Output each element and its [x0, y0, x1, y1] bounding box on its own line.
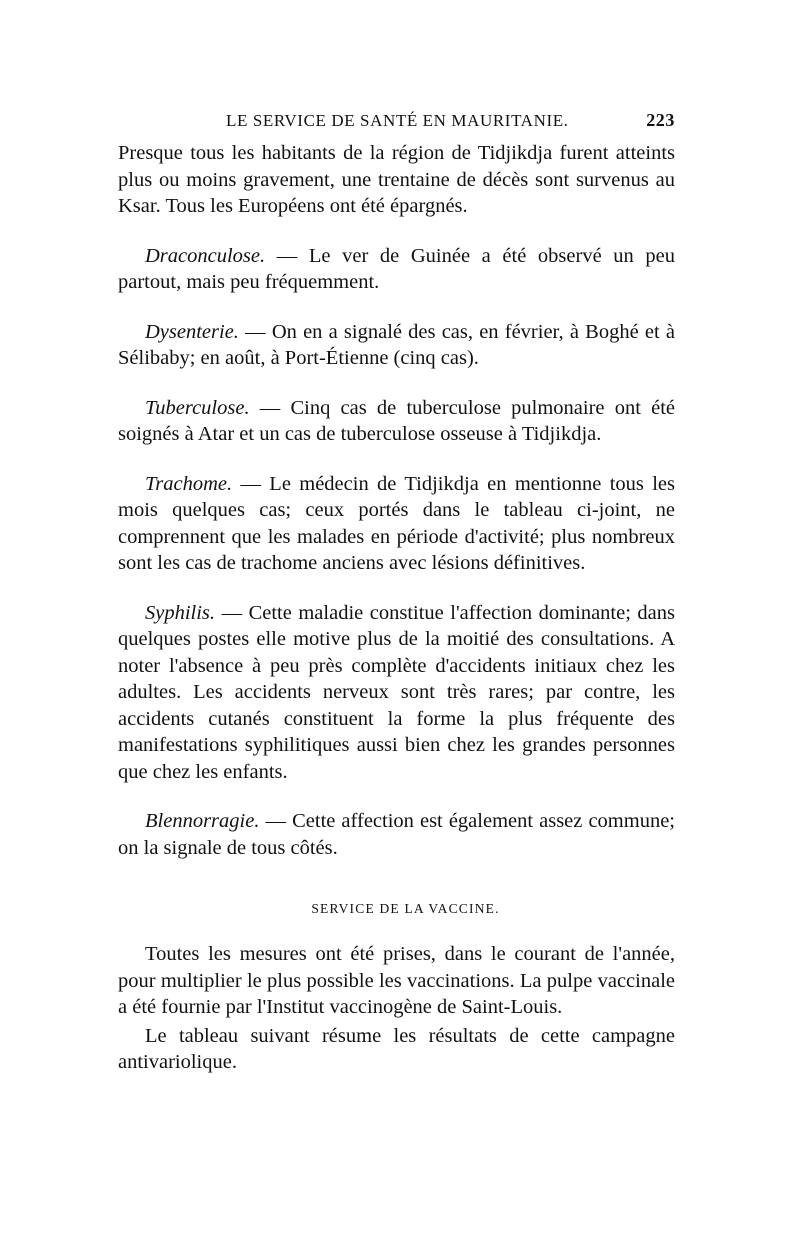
entry-term: Draconculose. — [145, 244, 266, 267]
entry-draconculose — [118, 243, 675, 296]
entry-text: — Cette affection est également assez commune; on la signale de tous côtés. — [118, 810, 675, 859]
entry-term: Blennorragie. — [145, 810, 260, 832]
entry-term: Tuberculose. — [145, 396, 250, 419]
book-page — [118, 110, 675, 1076]
entry-text: — Cette maladie constitue l'affection dominante; dans quelques postes elle motive plus de la moitié des consultations. A noter l'absence à peu près complète d'accidents initiaux chez les adultes. Les accidents nerveux sont très rares; par contre, les accidents cutanés constituent la forme la plus fréquente des manifestations syphilitiques aussi bien chez les grandes personnes que chez les enfants. — [118, 601, 675, 783]
paragraph-tidjikdja: Presque tous les habitants de la région de Tidjikdja furent atteints plus ou moins gravement, une trentaine de décès sont survenus au Ksar. Tous les Européens ont été épargnés. — [118, 142, 675, 217]
entry-dysenterie — [118, 319, 675, 372]
entry-trachome — [118, 471, 675, 577]
section-heading: SERVICE DE LA VACCINE. — [311, 901, 500, 916]
paragraph-vaccine-measures: Toutes les mesures ont été prises, dans le courant de l'année, pour multiplier le plus possible les vaccinations. La pulpe vaccinale a été fournie par l'Institut vaccinogène de Saint-Louis. — [118, 943, 675, 1018]
entry-term: Syphilis. — [145, 601, 216, 624]
entry-tuberculose — [118, 395, 675, 448]
running-head-title: LE SERVICE DE SANTÉ EN MAURITANIE. — [226, 111, 569, 130]
entry-term: Trachome. — [145, 472, 233, 495]
entry-blennorragie — [118, 808, 675, 861]
entry-text: — Le médecin de Tidjikdja en mentionne tous les mois quelques cas; ceux portés dans le tableau ci-joint, ne comprennent que les malades en période d'activité; plus nombreux sont les cas de trachome anciens avec lésions définitives. — [118, 472, 675, 574]
page-number: 223 — [646, 110, 675, 130]
running-head — [226, 110, 675, 140]
entry-text: — Le ver de Guinée a été observé un peu partout, mais peu fréquemment. — [118, 244, 675, 293]
entry-text: — On en a signalé des cas, en février, à Boghé et à Sélibaby; en août, à Port-Étienne (cinq cas). — [118, 320, 675, 369]
entry-term: Dysenterie. — [145, 320, 239, 343]
entry-syphilis — [118, 600, 675, 786]
entry-text: — Cinq cas de tuberculose pulmonaire ont été soignés à Atar et un cas de tuberculose osseuse à Tidjikdja. — [118, 396, 675, 445]
paragraph-vaccine-table-intro: Le tableau suivant résume les résultats de cette campagne antivariolique. — [118, 1024, 675, 1073]
